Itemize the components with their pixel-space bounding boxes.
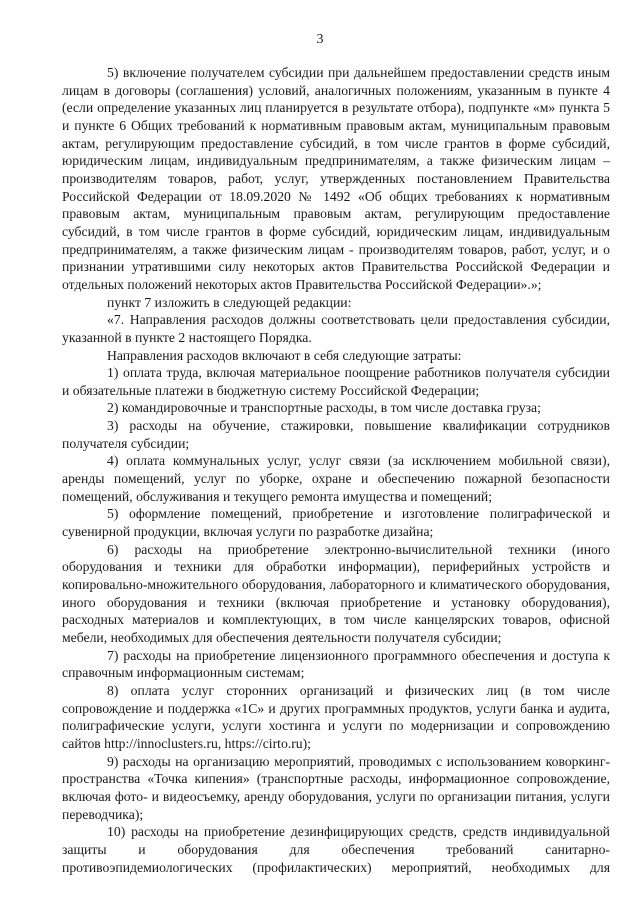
list-item-6-equipment: 6) расходы на приобретение электронно-вычислительной техники (иного оборудования и техники для обработки информации), периферийных устройств и копировально-множительного оборудования, лабораторного и климатического оборудования, иного оборудования и техники (включая приобретение и установку оборудования), расходных материалов и комплектующих, в том числе канцелярских товаров, офисной мебели, необходимых для обеспечения деятельности получателя субсидии; [62,541,610,645]
paragraph-expense-directions: Направления расходов включают в себя следующие затраты: [107,347,462,363]
paragraph-amend-point-7: пункт 7 изложить в следующей редакции: [107,294,352,310]
list-item-1-wages: 1) оплата труда, включая материальное поощрение работников получателя субсидии и обязательные платежи в бюджетную систему Российской Федерации; [62,365,610,398]
list-item-8-services: 8) оплата услуг сторонних организаций и физических лиц (в том числе сопровождение и поддержка «1С» и других программных продуктов, услуги банка и аудита, полиграфические услуги, услуги хостинга и услуги по модернизации и сопровождению сайтов http://innoclusters.ru, https://cirto.ru); [62,682,610,751]
page-number: 3 [316,32,324,47]
list-item-5-decoration: 5) оформление помещений, приобретение и изготовление полиграфической и сувенирной продукции, включая услуги по разработке дизайна; [62,506,610,540]
list-item-4-utilities: 4) оплата коммунальных услуг, услуг связи (за исключением мобильной связи), аренды помещений, услуг по уборке, охране и обеспечению пожарной безопасности помещений, обслуживания и текущего ремонта имущества и помещений; [62,453,610,504]
paragraph-point-7-intro: «7. Направления расходов должны соответствовать цели предоставления субсидии, указанной в пункте 2 настоящего Порядка. [62,312,610,345]
document-body [62,64,610,876]
list-item-9-events: 9) расходы на организацию мероприятий, проводимых с использованием коворкинг-пространства «Точка кипения» (транспортные расходы, информационное сопровождение, включая фото- и видеосъемку, аренду оборудования, услуги по организации питания, услуги переводчика); [62,753,610,822]
list-item-7-software: 7) расходы на приобретение лицензионного программного обеспечения и доступа к справочным информационным системам; [62,647,610,681]
list-item-2-travel: 2) командировочные и транспортные расходы, в том числе доставка груза; [107,400,541,416]
paragraph-subsidy-conditions: 5) включение получателем субсидии при дальнейшем предоставлении средств иным лицам в договоры (соглашения) условий, аналогичных положениям, указанным в пункте 4 (если определение указанных лиц планируется в результате отбора), подпункте «м» пункта 5 и пункте 6 Общих требований к нормативным правовым актам, муниципальным правовым актам, регулирующим предоставление субсидий, в том числе грантов в форме субсидий, юридическим лицам, индивидуальным предпринимателям, а также физическим лицам – производителям товаров, работ, услуг, утвержденных постановлением Правительства Российской Федерации от 18.09.2020 № 1492 «Об общих требованиях к нормативным правовым актам, муниципальным правовым актам, регулирующим предоставление субсидий, в том числе грантов в форме субсидий, юридическим лицам, индивидуальным предпринимателям, а также физическим лицам - производителям товаров, работ, услуг, и о признании утратившими силу некоторых актов Правительства Российской Федерации и отдельных положений некоторых актов Правительства Российской Федерации».»; [62,65,610,292]
list-item-3-training: 3) расходы на обучение, стажировки, повышение квалификации сотрудников получателя субсидии; [62,418,610,451]
list-item-10-disinfection: 10) расходы на приобретение дезинфицирующих средств, средств индивидуальной защиты и оборудования для обеспечения требований санитарно-противоэпидемиологических (профилактических) мероприятий, необходимых для [62,824,610,875]
